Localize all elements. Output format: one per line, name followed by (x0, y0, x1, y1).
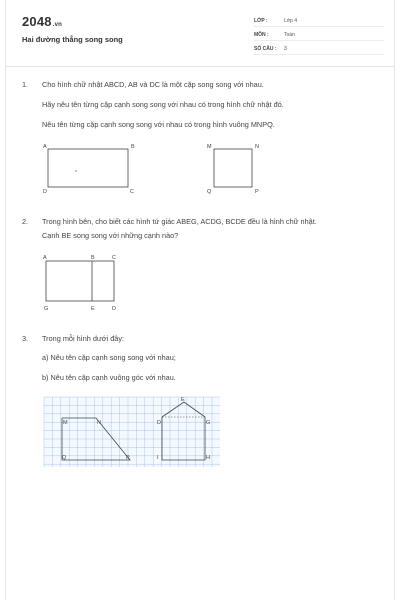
label-e: E (181, 397, 185, 403)
logo-suffix: .vn (52, 22, 63, 28)
label-p: P (255, 189, 259, 195)
label-a: A (43, 255, 47, 261)
question-text: Cho hình chữ nhật ABCD, AB và DC là một cặp song song với nhau. (42, 80, 264, 89)
label-q: Q (207, 189, 212, 195)
question-3-figures (6, 0, 396, 600)
question-text: Cạnh BE song song với những cạnh nào? (42, 231, 179, 240)
question-text: Nêu tên từng cặp cạnh song song với nhau có trong hình vuông MNPQ. (42, 120, 275, 129)
label-n: N (255, 144, 259, 150)
meta-key: MÔN : (254, 32, 269, 38)
label-p: P (126, 455, 130, 461)
label-d: D (43, 189, 47, 195)
label-g: G (206, 420, 211, 426)
question-text: Trong hình bên, cho biết các hình tứ giác ABEG, ACDG, BCDE đều là hình chữ nhật. (42, 217, 317, 226)
label-b: B (131, 144, 135, 150)
meta-key: SỐ CÂU : (254, 46, 277, 52)
question-text: Trong mỗi hình dưới đây: (42, 334, 125, 343)
label-d: D (112, 306, 116, 312)
question-text: b) Nêu tên cặp cạnh vuông góc với nhau. (42, 373, 176, 382)
label-h: H (206, 455, 210, 461)
worksheet-page (5, 0, 395, 600)
meta-key: LỚP : (254, 18, 268, 24)
meta-value: Lớp 4 (284, 18, 298, 24)
label-a: A (43, 144, 47, 150)
question-number: 2. (22, 217, 29, 226)
label-n: N (97, 420, 101, 426)
label-m: M (63, 420, 68, 426)
logo-main: 2048 (22, 14, 52, 29)
grid-background (44, 397, 220, 467)
meta-value: 3 (284, 46, 287, 52)
label-d: D (157, 420, 161, 426)
label-b: B (91, 255, 95, 261)
label-g: G (44, 306, 49, 312)
question-text: a) Nêu tên cặp cạnh song song với nhau; (42, 353, 176, 362)
question-number: 1. (22, 80, 29, 89)
label-q: Q (62, 455, 67, 461)
label-c: C (112, 255, 116, 261)
label-m: M (207, 144, 212, 150)
label-i: I (157, 455, 159, 461)
meta-value: Toán (284, 32, 295, 38)
label-e: E (91, 306, 95, 312)
question-number: 3. (22, 334, 29, 343)
question-text: Hãy nêu tên từng cặp cạnh song song với nhau có trong hình chữ nhật đó. (42, 100, 284, 109)
document-title: Hai đường thẳng song song (22, 35, 123, 44)
label-c: C (130, 189, 134, 195)
